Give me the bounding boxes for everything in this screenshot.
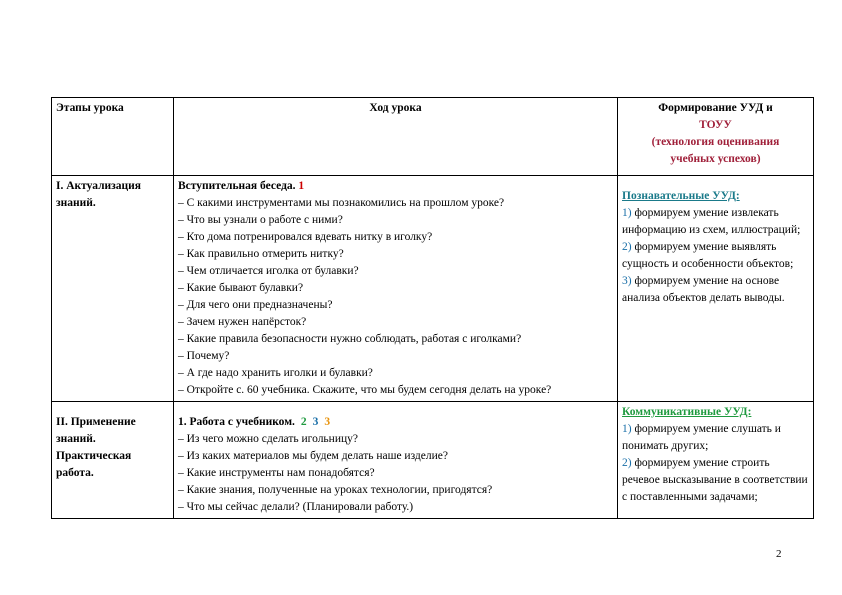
page-number: 2 — [776, 548, 782, 560]
question-line: – Для чего они предназначены? — [178, 299, 333, 311]
header-uud-line4: учебных успехов) — [670, 153, 761, 165]
question-line: – Из чего можно сделать игольницу? — [178, 433, 358, 445]
lesson-table — [51, 97, 814, 519]
uud-item: 3) формируем умение на основе анализа объектов делать выводы. — [622, 275, 785, 304]
lesson-course-cell — [174, 176, 618, 402]
question-line: – Откройте с. 60 учебника. Скажите, что мы будем сегодня делать на уроке? — [178, 384, 552, 396]
question-line: – С какими инструментами мы познакомились на прошлом уроке? — [178, 197, 505, 209]
uud-item: 1) формируем умение извлекать информацию из схем, иллюстраций; — [622, 207, 801, 236]
question-line: – Что мы сейчас делали? (Планировали работу.) — [178, 501, 414, 513]
uud-cell — [618, 402, 814, 519]
question-line: – Какие правила безопасности нужно соблюдать, работая с иголками? — [178, 333, 522, 345]
question-line: – Зачем нужен напёрсток? — [178, 316, 307, 328]
stage-cell: II. Применение знаний. Практическая работа. — [52, 402, 174, 519]
table-row — [52, 176, 814, 402]
question-line: – Какие инструменты нам понадобятся? — [178, 467, 375, 479]
table-row — [52, 402, 814, 519]
question-line: – Почему? — [178, 350, 230, 362]
task-line — [178, 414, 613, 431]
task-number: 2 — [300, 416, 307, 428]
uud-item: 2) формируем умение выявлять сущность и особенности объектов; — [622, 241, 794, 270]
task-title: 1. Работа с учебником. — [178, 416, 295, 428]
question-line: – Чем отличается иголка от булавки? — [178, 265, 359, 277]
intro-number: 1 — [298, 180, 305, 192]
task-number: 3 — [324, 416, 331, 428]
header-stages: Этапы урока — [52, 98, 174, 176]
table-header-row — [52, 98, 814, 176]
question-line: – Как правильно отмерить нитку? — [178, 248, 344, 260]
uud-item: 1) формируем умение слушать и понимать других; — [622, 423, 781, 452]
stage-cell: I. Актуализация знаний. — [52, 176, 174, 402]
uud-title: Коммуникативные УУД: — [622, 406, 752, 418]
header-uud-line2: ТОУУ — [699, 119, 732, 131]
question-line: – Кто дома потренировался вдевать нитку в иголку? — [178, 231, 433, 243]
header-uud-line1: Формирование УУД и — [658, 102, 773, 114]
header-uud-line3: (технология оценивания — [651, 136, 780, 148]
question-line: – Что вы узнали о работе с ними? — [178, 214, 343, 226]
intro-title: Вступительная беседа. — [178, 180, 296, 192]
uud-cell — [618, 176, 814, 402]
question-line: – А где надо хранить иголки и булавки? — [178, 367, 373, 379]
question-line: – Какие знания, полученные на уроках технологии, пригодятся? — [178, 484, 493, 496]
uud-item: 2) формируем умение строить речевое высказывание в соответствии с поставленными задачами; — [622, 457, 808, 503]
question-line: – Какие бывают булавки? — [178, 282, 304, 294]
question-line: – Из каких материалов мы будем делать наше изделие? — [178, 450, 448, 462]
uud-title: Познавательные УУД: — [622, 190, 740, 202]
header-uud — [618, 98, 814, 176]
task-number: 3 — [312, 416, 319, 428]
lesson-course-cell — [174, 402, 618, 519]
intro-line — [178, 178, 613, 195]
header-lesson-course: Ход урока — [174, 98, 618, 176]
